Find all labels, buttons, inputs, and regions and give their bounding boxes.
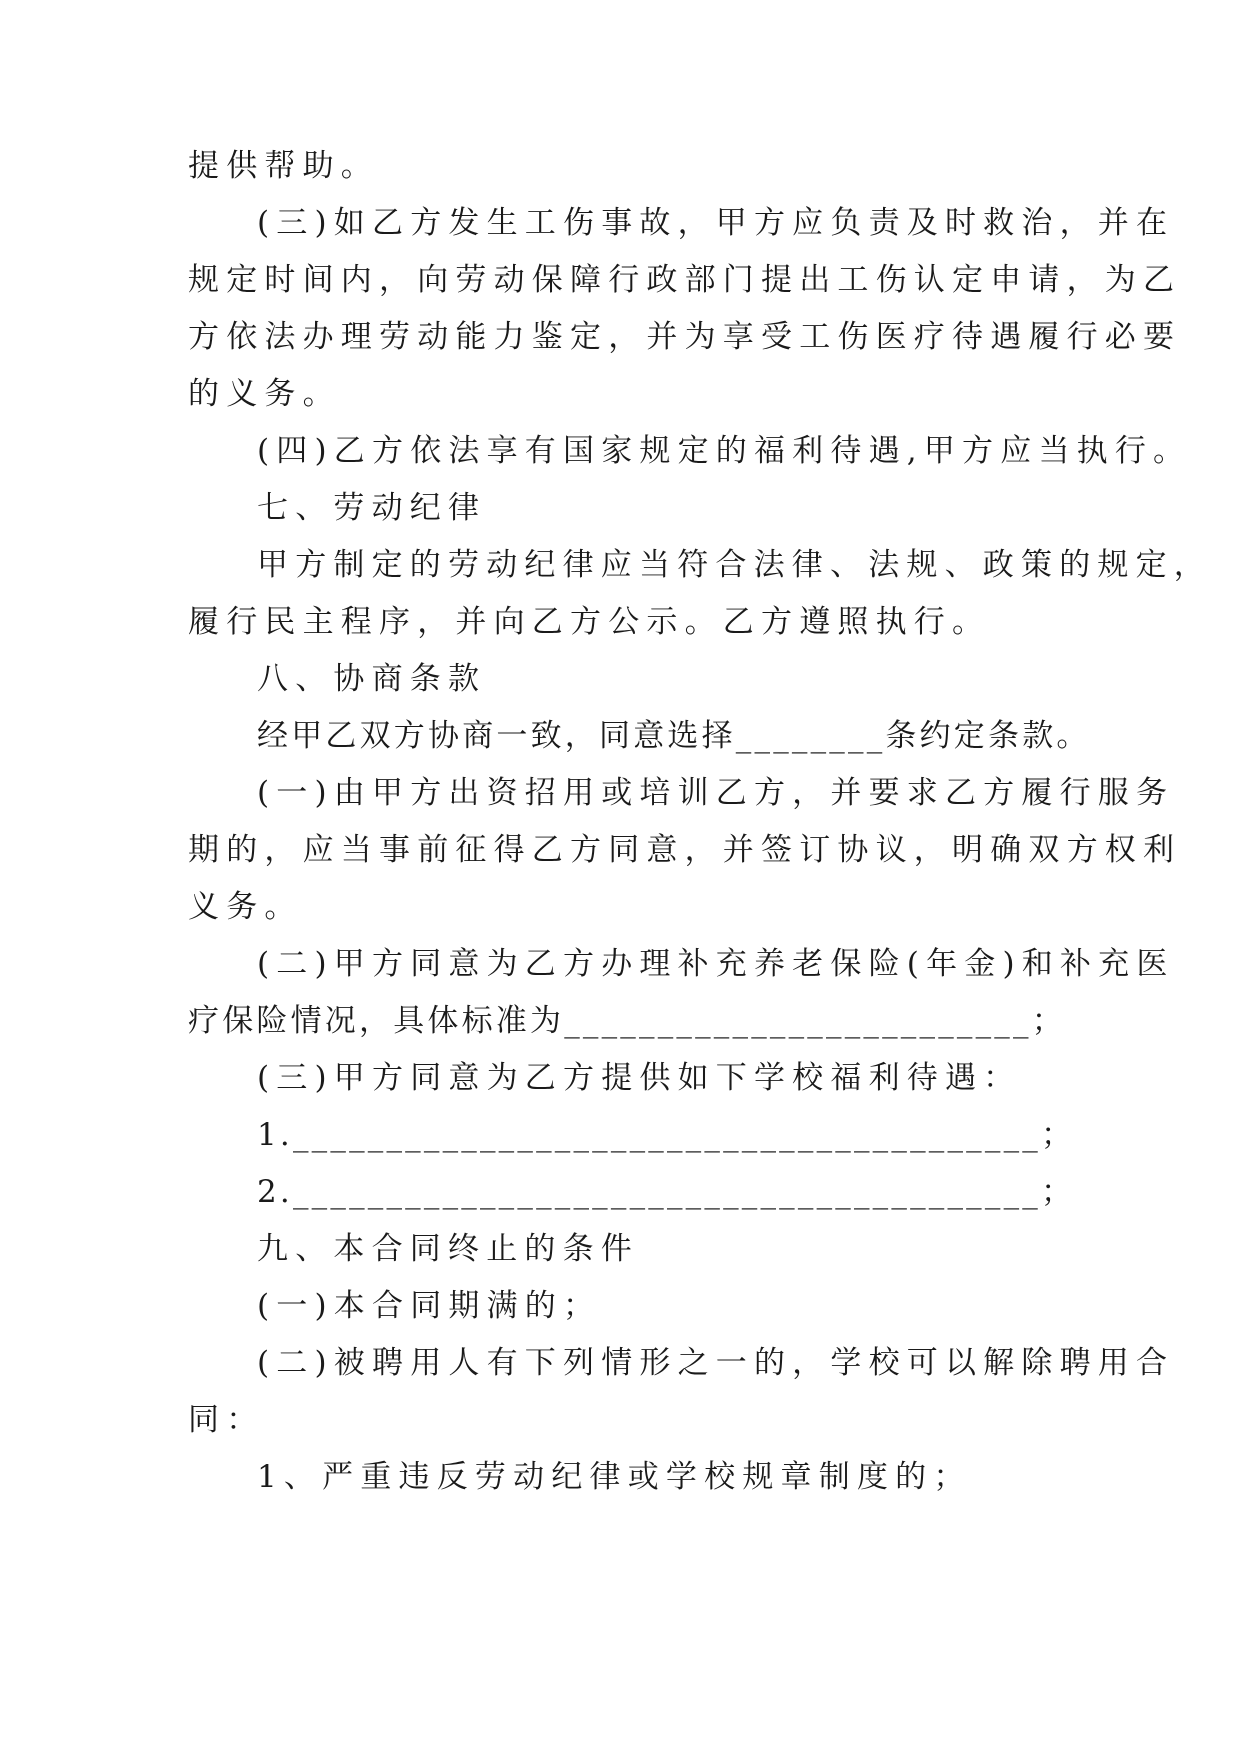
text-line: 提供帮助。	[188, 148, 379, 184]
text-line: (二)甲方同意为乙方办理补充养老保险(年金)和补充医	[257, 946, 1175, 982]
text-line: (一)本合同期满的；	[257, 1288, 602, 1324]
text-line: 同：	[188, 1402, 265, 1438]
text-line: 疗保险情况，具体标准为_________________________；	[188, 1003, 1066, 1039]
text-line: 方依法办理劳动能力鉴定，并为享受工伤医疗待遇履行必要	[188, 319, 1182, 355]
section-heading: 八、协商条款	[257, 661, 487, 697]
text-line: 甲方制定的劳动纪律应当符合法律、法规、政策的规定，	[257, 547, 1212, 583]
text-line: 义务。	[188, 889, 303, 925]
text-line: 规定时间内，向劳动保障行政部门提出工伤认定申请，为乙	[188, 262, 1182, 298]
text-line: 期的，应当事前征得乙方同意，并签订协议，明确双方权利	[188, 832, 1182, 868]
text-line: (二)被聘用人有下列情形之一的，学校可以解除聘用合	[257, 1345, 1175, 1381]
text-line: 履行民主程序，并向乙方公示。乙方遵照执行。	[188, 604, 991, 640]
section-heading: 七、劳动纪律	[257, 490, 487, 526]
list-item: 1、严重违反劳动纪律或学校规章制度的；	[257, 1459, 972, 1495]
text-line: (一)由甲方出资招用或培训乙方，并要求乙方履行服务	[257, 775, 1175, 811]
list-item: 2.________________________________________；	[257, 1174, 1076, 1210]
list-item: 1.________________________________________；	[257, 1117, 1076, 1153]
text-line: 经甲乙双方协商一致，同意选择________条约定条款。	[257, 718, 1091, 754]
text-line: (三)如乙方发生工伤事故，甲方应负责及时救治，并在	[257, 205, 1175, 241]
text-line: (三)甲方同意为乙方提供如下学校福利待遇：	[257, 1060, 1022, 1096]
text-line: (四)乙方依法享有国家规定的福利待遇,甲方应当执行。	[257, 433, 1192, 469]
text-line: 的义务。	[188, 376, 341, 412]
section-heading: 九、本合同终止的条件	[257, 1231, 639, 1267]
